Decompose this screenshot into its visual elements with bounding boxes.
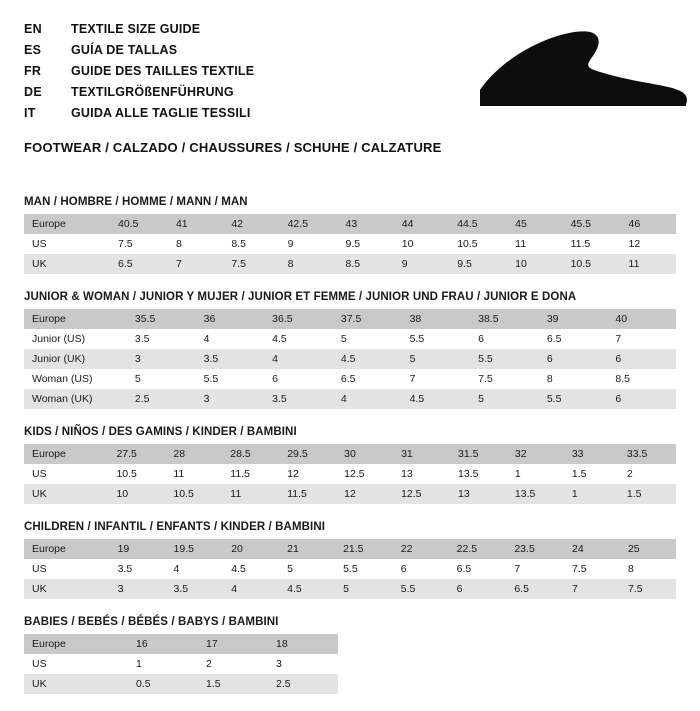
cell: 20 xyxy=(223,539,279,559)
cell: 6 xyxy=(393,559,449,579)
cell: 19.5 xyxy=(166,539,224,559)
cell: 4 xyxy=(264,349,333,369)
cell: 10 xyxy=(507,254,562,274)
cell: 6 xyxy=(539,349,608,369)
row-label: US xyxy=(24,234,110,254)
cell: 5.5 xyxy=(335,559,393,579)
table-block-junior-woman xyxy=(24,291,676,409)
table-row xyxy=(24,309,676,329)
table-row xyxy=(24,369,676,389)
table-caption: KIDS / NIÑOS / DES GAMINS / KINDER / BAMBINI xyxy=(24,426,297,438)
size-table-junior-woman xyxy=(24,309,676,409)
cell: 10 xyxy=(394,234,449,254)
cell: 7.5 xyxy=(110,234,168,254)
cell: 3.5 xyxy=(196,349,265,369)
cell: 1 xyxy=(564,484,619,504)
cell: 3.5 xyxy=(127,329,196,349)
row-label: UK xyxy=(24,674,128,694)
cell: 33.5 xyxy=(619,444,676,464)
table-caption: JUNIOR & WOMAN / JUNIOR Y MUJER / JUNIOR ET FEMME / JUNIOR UND FRAU / JUNIOR E DONA xyxy=(24,291,577,303)
row-label: Europe xyxy=(24,634,128,654)
cell: 31 xyxy=(393,444,450,464)
cell: 41 xyxy=(168,214,223,234)
cell: 6 xyxy=(607,349,676,369)
table-caption: BABIES / BEBÉS / BÉBÉS / BABYS / BAMBINI xyxy=(24,616,279,628)
cell: 9 xyxy=(394,254,449,274)
language-title: TEXTILE SIZE GUIDE xyxy=(71,22,201,36)
row-label: Europe xyxy=(24,444,108,464)
cell: 5 xyxy=(402,349,471,369)
cell: 16 xyxy=(128,634,198,654)
table-block-man xyxy=(24,196,676,274)
cell: 7 xyxy=(168,254,223,274)
cell: 4.5 xyxy=(402,389,471,409)
row-label: Europe xyxy=(24,539,110,559)
cell: 8 xyxy=(620,559,676,579)
cell: 4.5 xyxy=(333,349,402,369)
cell: 10.5 xyxy=(108,464,165,484)
table-row xyxy=(24,254,676,274)
row-label: US xyxy=(24,654,128,674)
cell: 5.5 xyxy=(470,349,539,369)
cell: 36 xyxy=(196,309,265,329)
table-row xyxy=(24,464,676,484)
cell: 11 xyxy=(621,254,676,274)
cell: 12.5 xyxy=(393,484,450,504)
cell: 42.5 xyxy=(280,214,338,234)
cell: 43 xyxy=(338,214,394,234)
cell: 31.5 xyxy=(450,444,507,464)
cell: 3 xyxy=(127,349,196,369)
cell: 45 xyxy=(507,214,562,234)
cell: 35.5 xyxy=(127,309,196,329)
cell: 4 xyxy=(196,329,265,349)
dress-shoe-icon xyxy=(472,28,692,118)
cell: 6 xyxy=(470,329,539,349)
language-code: EN xyxy=(24,22,42,36)
language-code: IT xyxy=(24,106,36,120)
cell: 6.5 xyxy=(333,369,402,389)
cell: 5.5 xyxy=(539,389,608,409)
cell: 6 xyxy=(264,369,333,389)
language-code: FR xyxy=(24,64,42,78)
cell: 19 xyxy=(110,539,166,559)
cell: 21 xyxy=(279,539,335,559)
size-table-children xyxy=(24,539,676,599)
cell: 9.5 xyxy=(449,254,507,274)
cell: 3.5 xyxy=(110,559,166,579)
table-row xyxy=(24,389,676,409)
cell: 2.5 xyxy=(268,674,338,694)
table-row xyxy=(24,674,338,694)
cell: 3.5 xyxy=(264,389,333,409)
language-title: GUIDA ALLE TAGLIE TESSILI xyxy=(71,106,251,120)
cell: 24 xyxy=(564,539,620,559)
table-block-children xyxy=(24,521,676,599)
language-title: TEXTILGRÖßENFÜHRUNG xyxy=(71,85,234,99)
row-label: Woman (US) xyxy=(24,369,127,389)
size-table-kids xyxy=(24,444,676,504)
cell: 8.5 xyxy=(607,369,676,389)
cell: 6 xyxy=(607,389,676,409)
cell: 7.5 xyxy=(223,254,279,274)
cell: 6.5 xyxy=(110,254,168,274)
cell: 5.5 xyxy=(393,579,449,599)
cell: 11 xyxy=(222,484,279,504)
cell: 9 xyxy=(280,234,338,254)
cell: 7.5 xyxy=(620,579,676,599)
cell: 11 xyxy=(165,464,222,484)
table-row xyxy=(24,234,676,254)
cell: 5 xyxy=(470,389,539,409)
cell: 39 xyxy=(539,309,608,329)
cell: 7.5 xyxy=(564,559,620,579)
cell: 28.5 xyxy=(222,444,279,464)
cell: 8 xyxy=(280,254,338,274)
cell: 40.5 xyxy=(110,214,168,234)
cell: 4.5 xyxy=(279,579,335,599)
cell: 7.5 xyxy=(470,369,539,389)
cell: 10.5 xyxy=(563,254,621,274)
table-row xyxy=(24,349,676,369)
category-title: FOOTWEAR / CALZADO / CHAUSSURES / SCHUHE / CALZATURE xyxy=(24,140,442,155)
cell: 5 xyxy=(333,329,402,349)
cell: 38 xyxy=(402,309,471,329)
language-code: ES xyxy=(24,43,42,57)
cell: 1.5 xyxy=(619,484,676,504)
cell: 4.5 xyxy=(264,329,333,349)
cell: 37.5 xyxy=(333,309,402,329)
table-row xyxy=(24,559,676,579)
cell: 22 xyxy=(393,539,449,559)
table-caption: MAN / HOMBRE / HOMME / MANN / MAN xyxy=(24,196,248,208)
cell: 7 xyxy=(402,369,471,389)
cell: 2.5 xyxy=(127,389,196,409)
cell: 4.5 xyxy=(223,559,279,579)
cell: 27.5 xyxy=(108,444,165,464)
cell: 5.5 xyxy=(196,369,265,389)
cell: 1 xyxy=(507,464,564,484)
table-row xyxy=(24,539,676,559)
cell: 22.5 xyxy=(449,539,507,559)
cell: 30 xyxy=(336,444,393,464)
table-row xyxy=(24,634,338,654)
cell: 11.5 xyxy=(222,464,279,484)
table-block-babies xyxy=(24,616,676,694)
cell: 1.5 xyxy=(564,464,619,484)
cell: 8 xyxy=(539,369,608,389)
cell: 4 xyxy=(166,559,224,579)
cell: 44.5 xyxy=(449,214,507,234)
cell: 13 xyxy=(450,484,507,504)
table-row xyxy=(24,579,676,599)
cell: 42 xyxy=(223,214,279,234)
language-title: GUIDE DES TAILLES TEXTILE xyxy=(71,64,255,78)
row-label: US xyxy=(24,464,108,484)
size-tables xyxy=(24,196,676,711)
cell: 40 xyxy=(607,309,676,329)
table-caption: CHILDREN / INFANTIL / ENFANTS / KINDER / BAMBINI xyxy=(24,521,326,533)
cell: 6.5 xyxy=(449,559,507,579)
table-row xyxy=(24,214,676,234)
cell: 25 xyxy=(620,539,676,559)
cell: 11.5 xyxy=(279,484,336,504)
cell: 2 xyxy=(619,464,676,484)
row-label: Europe xyxy=(24,309,127,329)
cell: 4 xyxy=(333,389,402,409)
cell: 6.5 xyxy=(506,579,564,599)
cell: 28 xyxy=(165,444,222,464)
size-table-babies xyxy=(24,634,338,694)
cell: 10.5 xyxy=(165,484,222,504)
cell: 2 xyxy=(198,654,268,674)
cell: 12 xyxy=(279,464,336,484)
row-label: UK xyxy=(24,579,110,599)
row-label: US xyxy=(24,559,110,579)
cell: 45.5 xyxy=(563,214,621,234)
cell: 10 xyxy=(108,484,165,504)
size-table-man xyxy=(24,214,676,274)
cell: 38.5 xyxy=(470,309,539,329)
cell: 32 xyxy=(507,444,564,464)
cell: 44 xyxy=(394,214,449,234)
cell: 7 xyxy=(607,329,676,349)
cell: 11 xyxy=(507,234,562,254)
cell: 7 xyxy=(506,559,564,579)
cell: 12.5 xyxy=(336,464,393,484)
cell: 8.5 xyxy=(223,234,279,254)
cell: 6.5 xyxy=(539,329,608,349)
row-label: UK xyxy=(24,254,110,274)
cell: 29.5 xyxy=(279,444,336,464)
cell: 8 xyxy=(168,234,223,254)
cell: 33 xyxy=(564,444,619,464)
cell: 13.5 xyxy=(507,484,564,504)
table-row xyxy=(24,329,676,349)
cell: 23.5 xyxy=(506,539,564,559)
cell: 21.5 xyxy=(335,539,393,559)
row-label: Europe xyxy=(24,214,110,234)
row-label: Junior (US) xyxy=(24,329,127,349)
cell: 5 xyxy=(335,579,393,599)
cell: 9.5 xyxy=(338,234,394,254)
cell: 4 xyxy=(223,579,279,599)
cell: 8.5 xyxy=(338,254,394,274)
cell: 3 xyxy=(268,654,338,674)
cell: 5 xyxy=(279,559,335,579)
cell: 1 xyxy=(128,654,198,674)
table-row xyxy=(24,484,676,504)
cell: 1.5 xyxy=(198,674,268,694)
cell: 17 xyxy=(198,634,268,654)
cell: 7 xyxy=(564,579,620,599)
cell: 3 xyxy=(196,389,265,409)
cell: 46 xyxy=(621,214,676,234)
cell: 10.5 xyxy=(449,234,507,254)
cell: 13 xyxy=(393,464,450,484)
cell: 3 xyxy=(110,579,166,599)
cell: 5 xyxy=(127,369,196,389)
table-row xyxy=(24,654,338,674)
cell: 5.5 xyxy=(402,329,471,349)
cell: 11.5 xyxy=(563,234,621,254)
cell: 13.5 xyxy=(450,464,507,484)
cell: 12 xyxy=(621,234,676,254)
table-row xyxy=(24,444,676,464)
cell: 6 xyxy=(449,579,507,599)
cell: 18 xyxy=(268,634,338,654)
table-block-kids xyxy=(24,426,676,504)
row-label: Junior (UK) xyxy=(24,349,127,369)
row-label: Woman (UK) xyxy=(24,389,127,409)
cell: 3.5 xyxy=(166,579,224,599)
cell: 12 xyxy=(336,484,393,504)
language-title: GUÍA DE TALLAS xyxy=(71,43,178,57)
row-label: UK xyxy=(24,484,108,504)
cell: 36.5 xyxy=(264,309,333,329)
cell: 0.5 xyxy=(128,674,198,694)
language-code: DE xyxy=(24,85,42,99)
